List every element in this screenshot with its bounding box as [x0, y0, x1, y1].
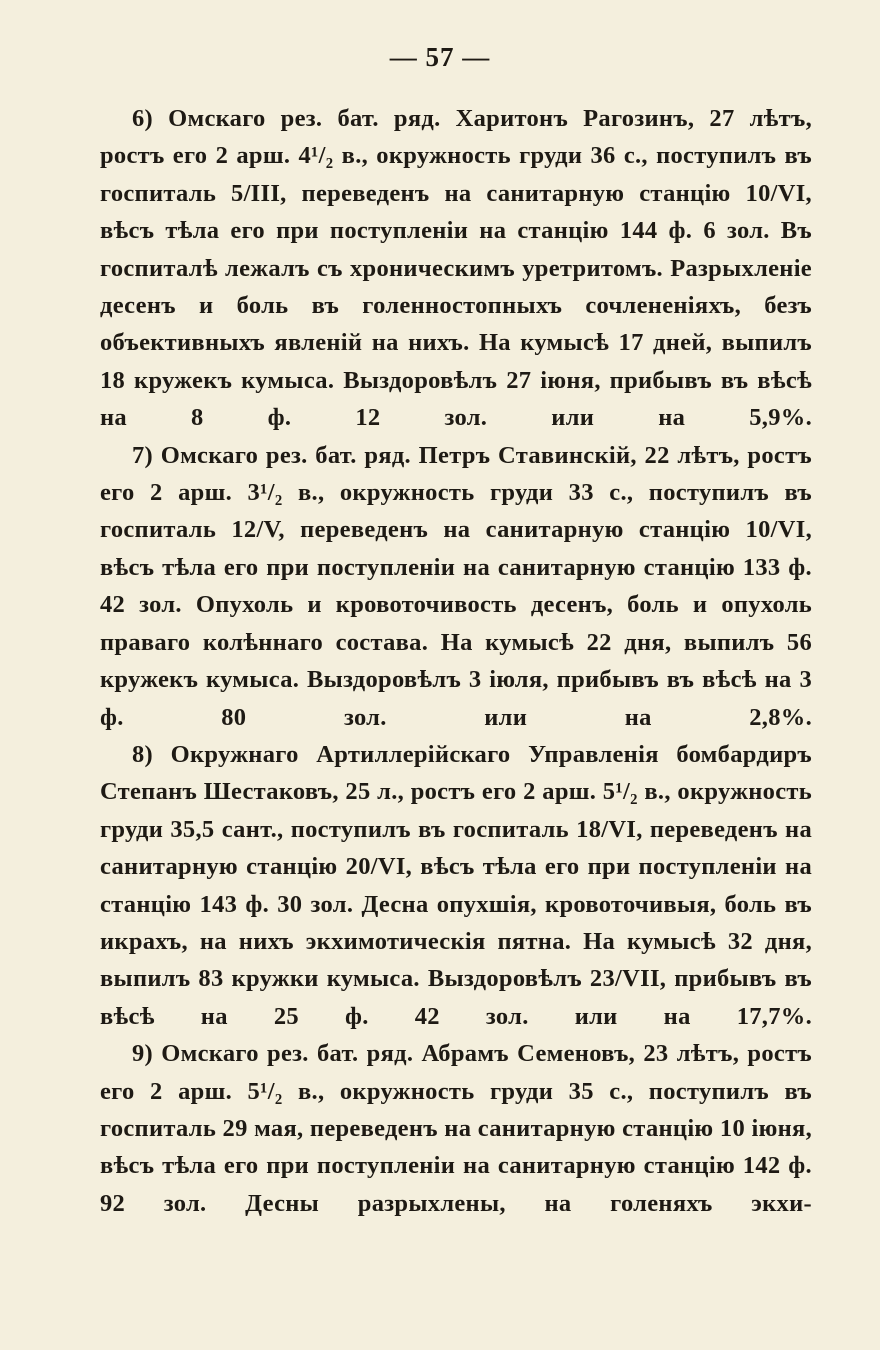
page-number: — 57 —: [389, 42, 491, 72]
paragraph-case-6: 6) Омскаго рез. бат. ряд. Харитонъ Рагозинъ, 27 лѣтъ, ростъ его 2 арш. 4¹/₂ в., окружность груди 36 с., поступилъ въ госпиталь 5/III, переведенъ на санитарную станцію 10/VI, вѣсъ тѣла его при поступленіи на станцію 144 ф. 6 зол. Въ госпиталѣ лежалъ съ хроническимъ уретритомъ. Разрыхленіе десенъ и боль въ голенностопныхъ сочлененіяхъ, безъ объективныхъ явленій на нихъ. На кумысѣ 17 дней, выпилъ 18 кружекъ кумыса. Выздоровѣлъ 27 іюня, прибывъ въ вѣсѣ на 8 ф. 12 зол. или на 5,9%.: [100, 105, 812, 432]
body-text: [100, 100, 812, 1222]
paragraph-case-9: 9) Омскаго рез. бат. ряд. Абрамъ Семеновъ, 23 лѣтъ, ростъ его 2 арш. 5¹/₂ в., окружность груди 35 с., поступилъ въ госпиталь 29 мая, переведенъ на санитарную станцію 10 іюня, вѣсъ тѣла его при поступленіи на санитарную станцію 142 ф. 92 зол. Десны разрыхлены, на голеняхъ экхи-: [100, 1040, 812, 1217]
paragraph-case-7: 7) Омскаго рез. бат. ряд. Петръ Ставинскій, 22 лѣтъ, ростъ его 2 арш. 3¹/₂ в., окружность груди 33 с., поступилъ въ госпиталь 12/V, переведенъ на санитарную станцію 10/VI, вѣсъ тѣла его при поступленіи на санитарную станцію 133 ф. 42 зол. Опухоль и кровоточивость десенъ, боль и опухоль праваго колѣннаго состава. На кумысѣ 22 дня, выпилъ 56 кружекъ кумыса. Выздоровѣлъ 3 іюля, прибывъ въ вѣсѣ на 3 ф. 80 зол. или на 2,8%.: [100, 441, 812, 731]
paragraph-case-8: 8) Окружнаго Артиллерійскаго Управленія бомбардиръ Степанъ Шестаковъ, 25 л., ростъ его 2 арш. 5¹/₂ в., окружность груди 35,5 сант., поступилъ въ госпиталь 18/VI, переведенъ на санитарную станцію 20/VI, вѣсъ тѣла его при поступленіи на станцію 143 ф. 30 зол. Десна опухшія, кровоточивыя, боль въ икрахъ, на нихъ экхимотическія пятна. На кумысѣ 32 дня, выпилъ 83 кружки кумыса. Выздоровѣлъ 23/VII, прибывъ въ вѣсѣ на 25 ф. 42 зол. или на 17,7%.: [100, 740, 812, 1030]
